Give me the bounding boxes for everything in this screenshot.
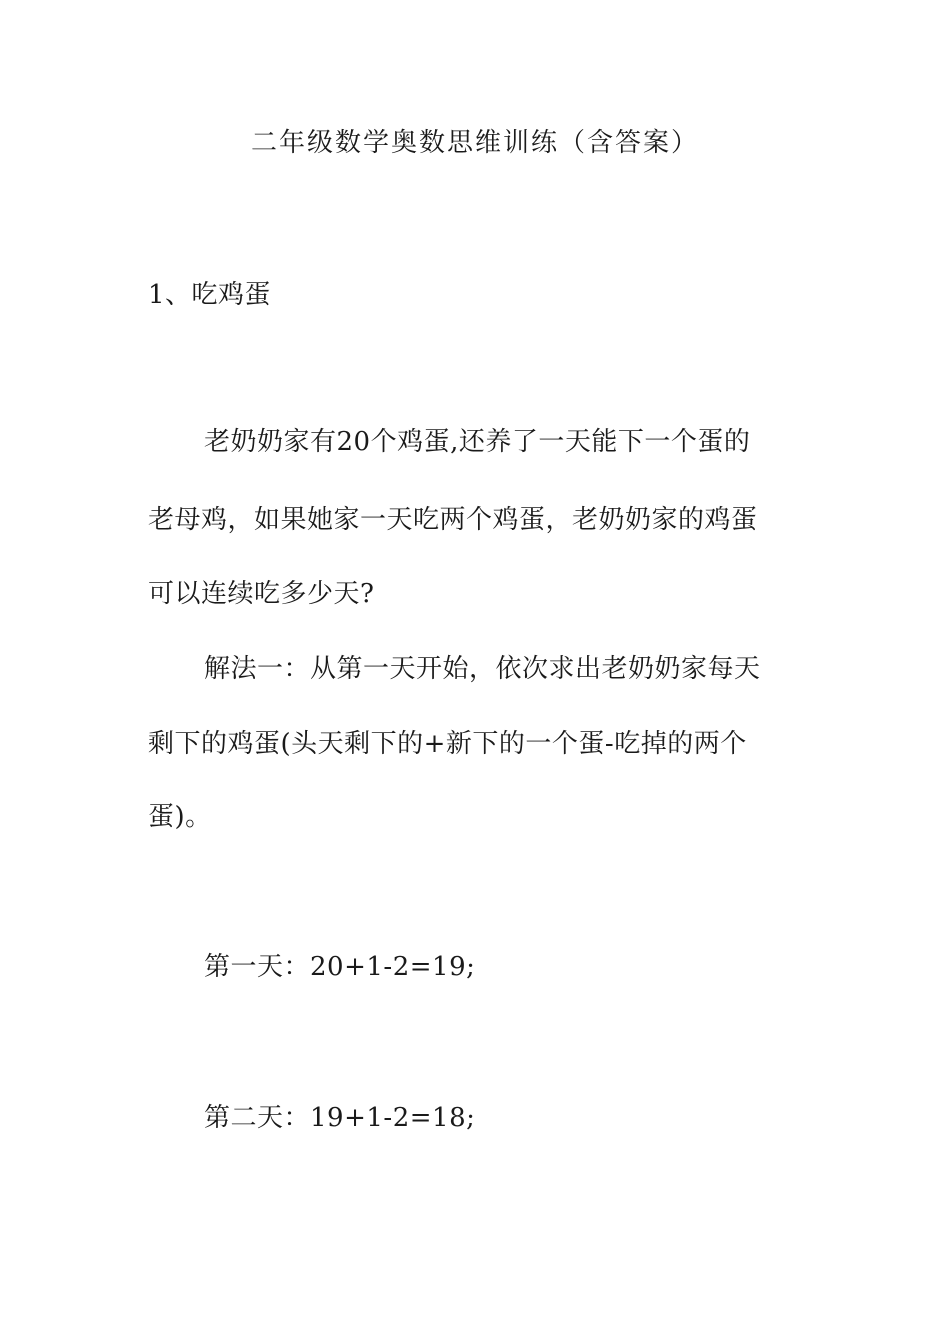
solution-line: 解法一：从第一天开始，依次求出老奶奶家每天 [204,654,761,684]
problem-line: 老奶奶家有20个鸡蛋,还养了一天能下一个蛋的 [204,427,751,457]
solution-line: 蛋)。 [148,802,212,832]
step-day-2: 第二天：19+1-2=18; [204,1103,476,1133]
section-heading: 1、吃鸡蛋 [148,280,272,310]
document-title: 二年级数学奥数思维训练（含答案） [250,128,699,158]
solution-line: 剩下的鸡蛋(头天剩下的+新下的一个蛋-吃掉的两个 [148,729,747,759]
problem-line: 老母鸡，如果她家一天吃两个鸡蛋，老奶奶家的鸡蛋 [148,505,758,535]
step-day-1: 第一天：20+1-2=19; [204,952,476,982]
problem-line: 可以连续吃多少天? [148,579,375,609]
